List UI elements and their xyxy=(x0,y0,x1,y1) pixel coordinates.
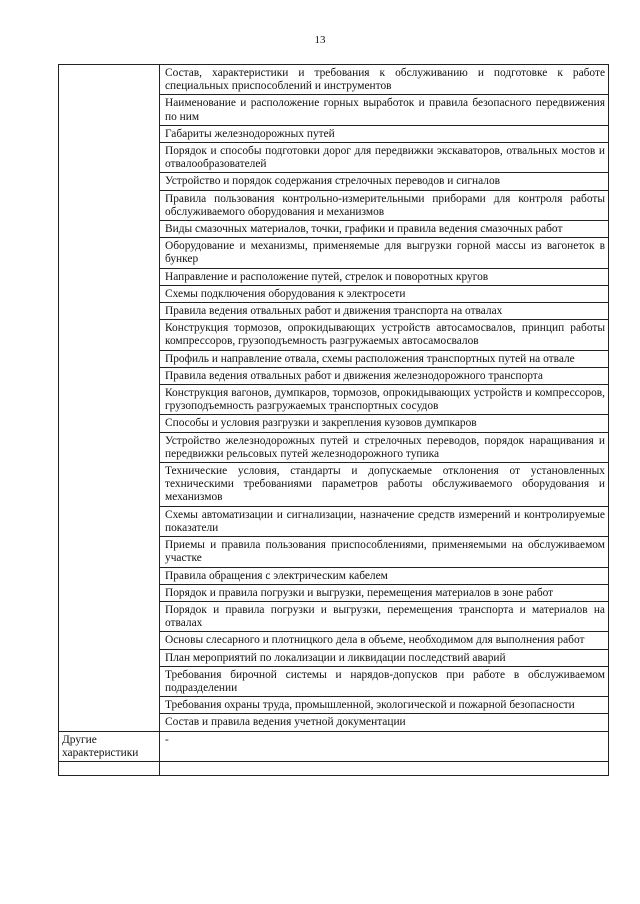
knowledge-item: Оборудование и механизмы, применяемые для выгрузки горной массы из вагонеток в бункер xyxy=(160,238,609,268)
knowledge-item: Конструкция тормозов, опрокидывающих устройств автосамосвалов, принцип работы компрессоров, грузоподъемность разгружаемых автосамосвалов xyxy=(160,320,609,350)
knowledge-item: Состав, характеристики и требования к обслуживанию и подготовке к работе специальных приспособлений и инструментов xyxy=(160,65,609,95)
knowledge-section xyxy=(59,65,609,732)
knowledge-item: Конструкция вагонов, думпкаров, тормозов, опрокидывающих устройств и компрессоров, грузоподъемность разгружаемых транспортных сосудов xyxy=(160,385,609,415)
knowledge-item: Виды смазочных материалов, точки, графики и правила ведения смазочных работ xyxy=(160,221,609,238)
spacer-cell-left xyxy=(59,761,160,775)
knowledge-item: Основы слесарного и плотницкого дела в объеме, необходимом для выполнения работ xyxy=(160,632,609,649)
knowledge-item: Устройство и порядок содержания стрелочных переводов и сигналов xyxy=(160,173,609,190)
knowledge-item: Схемы автоматизации и сигнализации, назначение средств измерений и контролируемые показатели xyxy=(160,506,609,536)
knowledge-item: Способы и условия разгрузки и закрепления кузовов думпкаров xyxy=(160,415,609,432)
knowledge-item: Правила обращения с электрическим кабелем xyxy=(160,567,609,584)
knowledge-item: Направление и расположение путей, стрелок и поворотных кругов xyxy=(160,268,609,285)
requirements-table xyxy=(58,64,609,776)
knowledge-item: Требования бирочной системы и нарядов-допусков при работе в обслуживаемом подразделении xyxy=(160,666,609,696)
other-characteristics-value: - xyxy=(160,731,609,761)
knowledge-item: Устройство железнодорожных путей и стрелочных переводов, порядок наращивания и передвижки рельсовых путей железнодорожного тупика xyxy=(160,432,609,462)
spacer-cell-right xyxy=(160,761,609,775)
knowledge-item: Схемы подключения оборудования к электросети xyxy=(160,285,609,302)
knowledge-item: Порядок и правила погрузки и выгрузки, перемещения материалов в зоне работ xyxy=(160,584,609,601)
knowledge-item: Порядок и способы подготовки дорог для передвижки экскаваторов, отвальных мостов и отвалообразователей xyxy=(160,143,609,173)
knowledge-label-cell xyxy=(59,65,160,732)
knowledge-item: Профиль и направление отвала, схемы расположения транспортных путей на отвале xyxy=(160,350,609,367)
other-characteristics-row xyxy=(59,731,609,761)
knowledge-item: Наименование и расположение горных выработок и правила безопасного передвижения по ним xyxy=(160,95,609,125)
knowledge-row xyxy=(59,65,609,95)
knowledge-item: План мероприятий по локализации и ликвидации последствий аварий xyxy=(160,649,609,666)
page-number: 13 xyxy=(314,34,326,46)
spacer-row xyxy=(59,761,609,775)
knowledge-item: Приемы и правила пользования приспособлениями, применяемыми на обслуживаемом участке xyxy=(160,537,609,567)
other-characteristics-label: Другие характеристики xyxy=(59,731,160,761)
knowledge-item: Порядок и правила погрузки и выгрузки, перемещения транспорта и материалов на отвалах xyxy=(160,601,609,631)
knowledge-item: Правила ведения отвальных работ и движения железнодорожного транспорта xyxy=(160,367,609,384)
knowledge-item: Правила пользования контрольно-измерительными приборами для контроля работы обслуживаемого оборудования и механизмов xyxy=(160,190,609,220)
knowledge-item: Габариты железнодорожных путей xyxy=(160,125,609,142)
knowledge-item: Технические условия, стандарты и допускаемые отклонения от установленных техническими требованиями параметров работы обслуживаемого оборудования и механизмов xyxy=(160,463,609,507)
knowledge-item: Состав и правила ведения учетной документации xyxy=(160,714,609,731)
other-section xyxy=(59,731,609,775)
knowledge-item: Требования охраны труда, промышленной, экологической и пожарной безопасности xyxy=(160,697,609,714)
knowledge-item: Правила ведения отвальных работ и движения транспорта на отвалах xyxy=(160,303,609,320)
